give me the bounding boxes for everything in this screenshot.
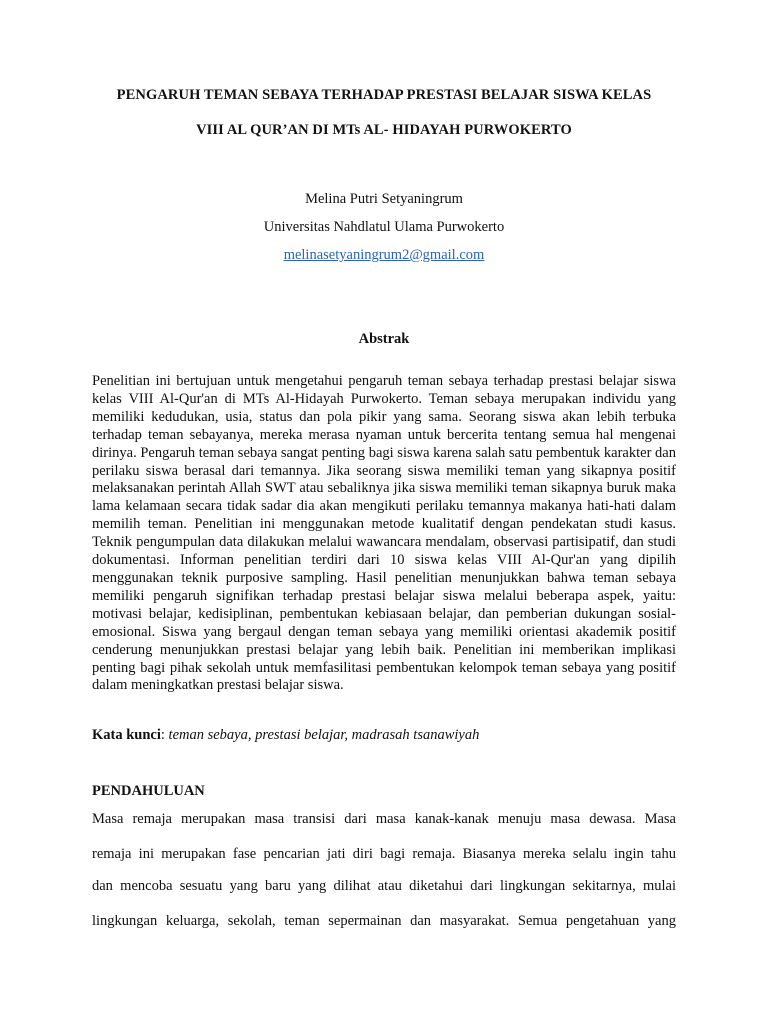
abstract-heading: Abstrak bbox=[358, 331, 410, 347]
author-name: Melina Putri Setyaningrum bbox=[305, 191, 463, 207]
abstract-paragraph: Penelitian ini bertujuan untuk mengetahui pengaruh teman sebaya terhadap prestasi belajar siswa kelas VIII Al-Qur'an di MTs Al-Hidayah Purwokerto. Teman sebaya merupakan individu yang memiliki kedudukan, usia, status dan pola pikir yang sama. Seorang siswa akan lebih terbuka terhadap teman sebayanya, mereka merasa nyaman untuk bercerita tentang semua hal mengenai dirinya. Pengaruh teman sebaya sangat penting bagi siswa karena salah satu pembentuk karakter dan perilaku siswa berasal dari temannya. Jika seorang siswa memiliki teman yang sikapnya positif melaksanakan perintah Allah SWT atau sebaliknya jika siswa memiliki teman sikapnya buruk maka lama kelamaan secara tidak sadar dia akan mengikuti perilaku temannya makanya hati-hati dalam memilih teman. Penelitian ini menggunakan metode kualitatif dengan pendekatan studi kasus. Teknik pengumpulan data dilakukan melalui wawancara mendalam, observasi partisipatif, dan studi dokumentasi. Informan penelitian terdiri dari 10 siswa kelas VIII Al-Qur'an yang dipilih menggunakan teknik purposive sampling. Hasil penelitian menunjukkan bahwa teman sebaya memiliki pengaruh signifikan terhadap prestasi belajar siswa melalui beberapa aspek, yaitu: motivasi belajar, kedisiplinan, pembentukan kebiasaan belajar, dan pemberian dukungan sosial-emosional. Siswa yang bergaul dengan teman sebaya yang memiliki orientasi akademik positif cenderung menunjukkan prestasi belajar yang lebih baik. Penelitian ini memberikan implikasi penting bagi pihak sekolah untuk memfasilitasi pembentukan kelompok teman sebaya yang positif dalam meningkatkan prestasi belajar siswa. bbox=[92, 373, 676, 694]
intro-line-2: remaja ini merupakan fase pencarian jati diri bagi remaja. Biasanya mereka selalu ingin tahu bbox=[92, 846, 676, 862]
intro-line-1: Masa remaja merupakan masa transisi dari masa kanak-kanak menuju masa dewasa. Masa bbox=[92, 811, 676, 827]
keywords-colon: : bbox=[160, 727, 169, 743]
intro-line-4: lingkungan keluarga, sekolah, teman sepermainan dan masyarakat. Semua pengetahuan yang bbox=[92, 913, 676, 929]
author-email-link[interactable]: melinasetyaningrum2@gmail.com bbox=[283, 247, 485, 263]
paper-title-line-1: PENGARUH TEMAN SEBAYA TERHADAP PRESTASI BELAJAR SISWA KELAS bbox=[116, 87, 652, 103]
section-heading-pendahuluan: PENDAHULUAN bbox=[92, 783, 205, 799]
keywords-line bbox=[92, 727, 676, 744]
keywords-label: Kata kunci bbox=[92, 727, 161, 743]
paper-title-line-2: VIII AL QUR’AN DI MTs AL- HIDAYAH PURWOKERTO bbox=[196, 122, 572, 138]
keywords-text: teman sebaya, prestasi belajar, madrasah tsanawiyah bbox=[168, 727, 480, 743]
intro-line-3: dan mencoba sesuatu yang baru yang dilihat atau diketahui dari lingkungan sekitarnya, mulai bbox=[92, 878, 676, 894]
author-affiliation: Universitas Nahdlatul Ulama Purwokerto bbox=[263, 219, 505, 235]
author-email-container bbox=[0, 247, 768, 264]
